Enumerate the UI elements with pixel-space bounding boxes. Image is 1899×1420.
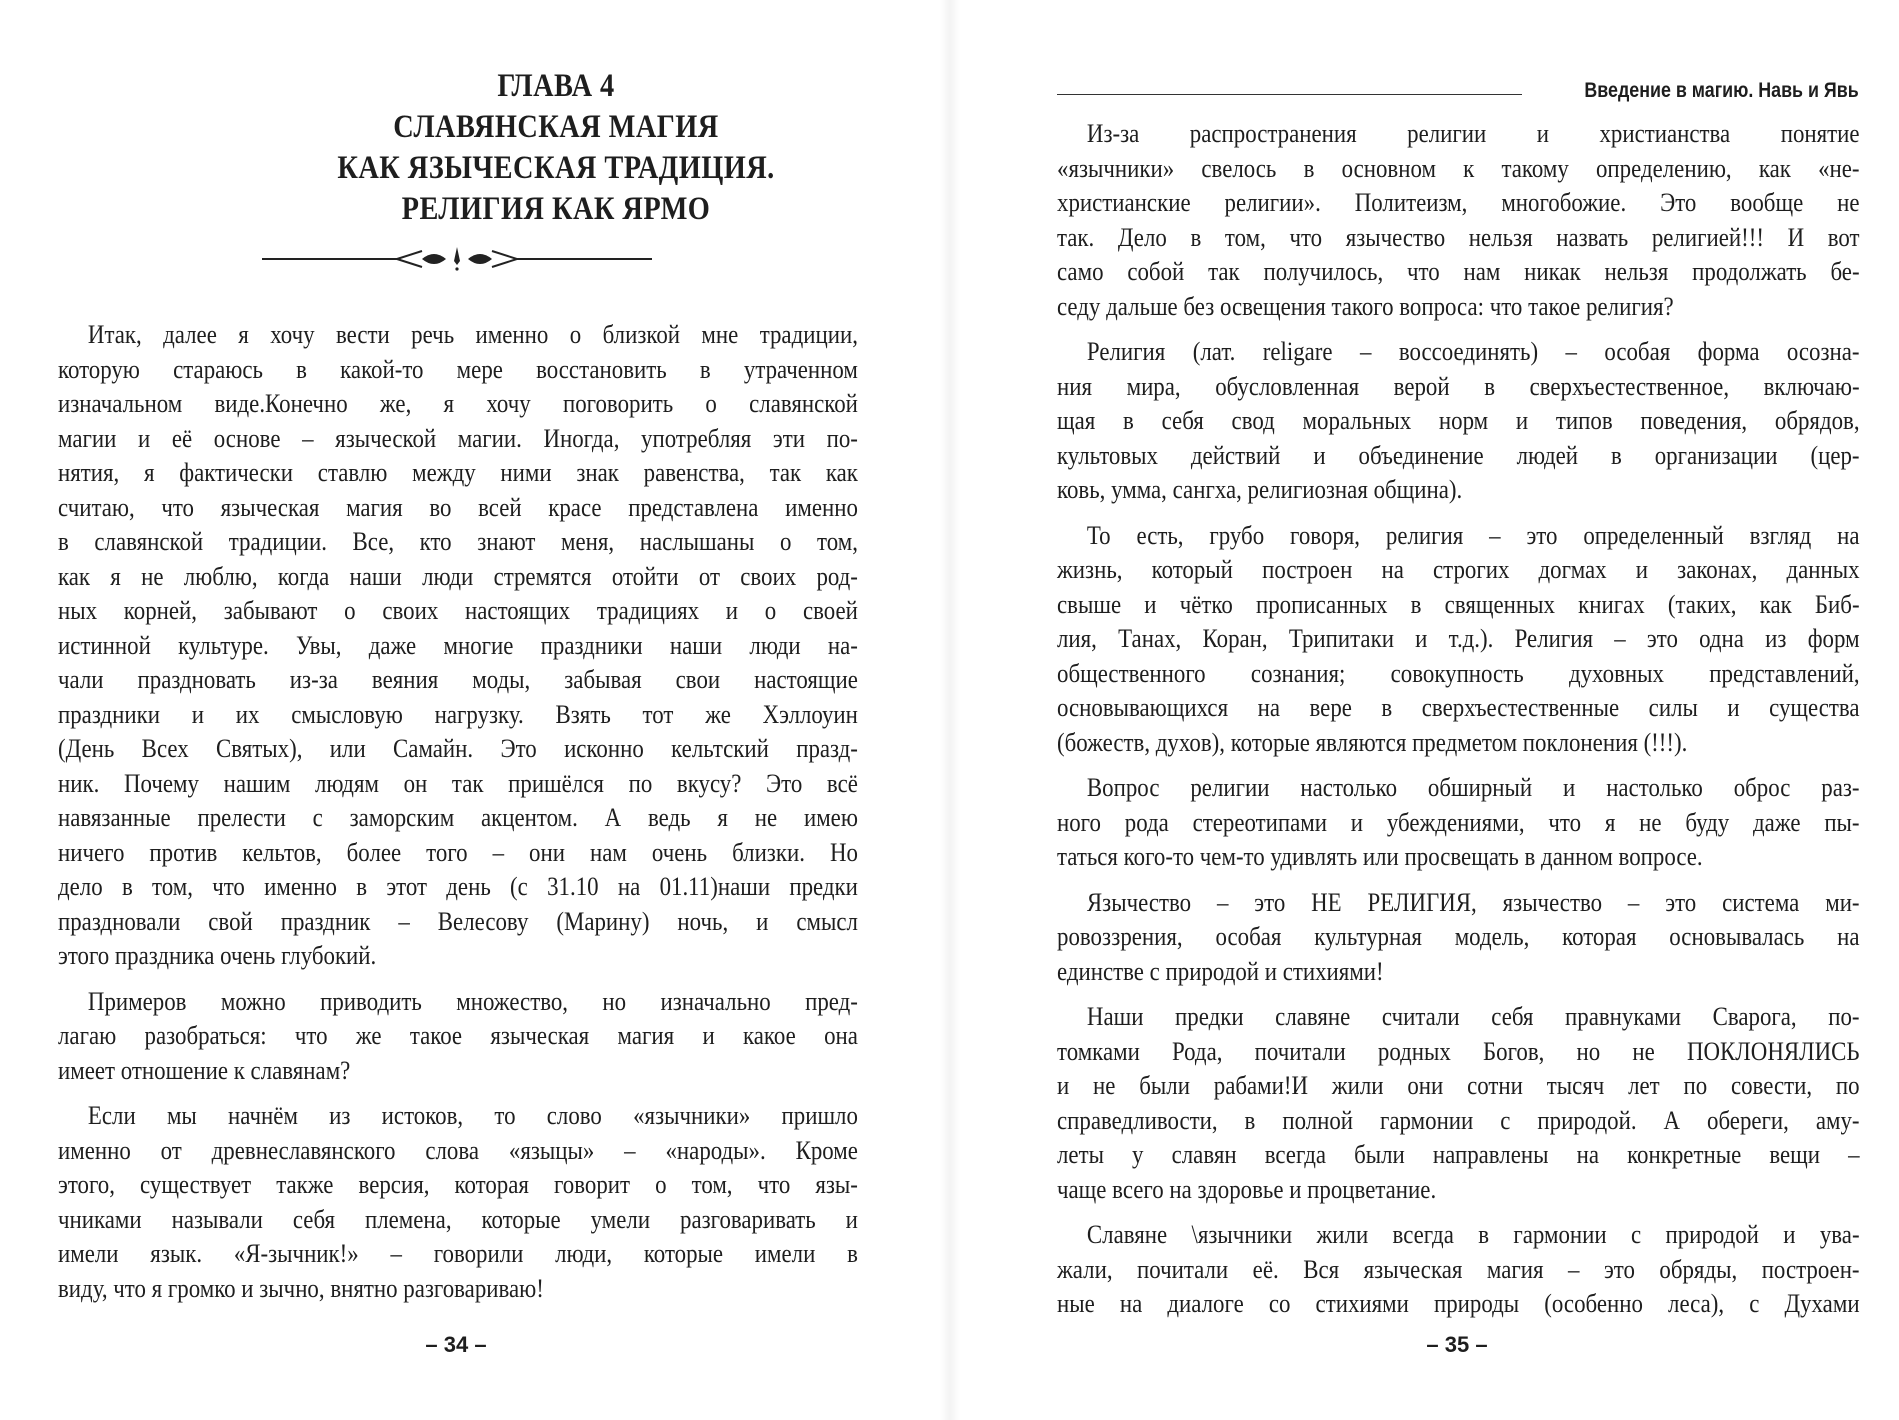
paragraph — [1057, 771, 1860, 875]
text-line: имеет отношение к славянам? — [58, 1055, 351, 1085]
text-line: лагаю разобраться: что же такое языческая магия и какое она — [58, 1021, 858, 1050]
running-header — [1057, 77, 1859, 105]
paragraph — [58, 1099, 858, 1306]
text-line: ковь, умма, сангха, религиозная община). — [1057, 475, 1463, 504]
text-line: и не были рабами!И жили они сотни тысяч лет по совести, по — [1057, 1071, 1860, 1100]
text-line: чниками называли себя племена, которые умели разговаривать и — [58, 1204, 858, 1234]
text-line: виду, что я громко и зычно, внятно разговариваю! — [58, 1273, 544, 1303]
text-line: Славяне \язычники жили всегда в гармонии с природой и ува- — [1086, 1220, 1860, 1249]
text-line: считаю, что языческая магия во всей красе представлена именно — [58, 492, 858, 522]
chapter-title-line: КАК ЯЗЫЧЕСКАЯ ТРАДИЦИЯ. — [337, 150, 775, 186]
text-line: Религия (лат. religare – воссоединять) – особая форма осозна- — [1086, 337, 1860, 366]
text-line: ные на диалоге со стихиями природы (особенно леса), с Духами — [1057, 1289, 1860, 1318]
paragraph — [1057, 1000, 1860, 1207]
right-page-body — [1057, 117, 1860, 1333]
text-line: культовых действий и объединение людей в организации (цер- — [1057, 440, 1860, 470]
text-line: Язычество – это НЕ РЕЛИГИЯ, язычество – это система ми- — [1086, 887, 1860, 917]
text-line: жизнь, который построен на строгих догмах и законах, данных — [1057, 555, 1860, 584]
text-line: жали, почитали её. Вся языческая магия – это обряды, построен- — [1057, 1254, 1860, 1284]
text-line: чали праздновать из-за веяния моды, забывая свои настоящие — [58, 665, 858, 694]
header-rule — [1057, 94, 1522, 95]
text-line: томками Рода, почитали родных Богов, но не ПОКЛОНЯЛИСЬ — [1057, 1036, 1860, 1066]
paragraph — [58, 985, 858, 1089]
chapter-title — [156, 66, 956, 230]
text-line: праздники и их смысловую нагрузку. Взять тот же Хэллоуин — [58, 699, 858, 729]
text-line: Примеров можно приводить множество, но изначально пред- — [87, 986, 858, 1016]
text-line: ных корней, забывают о своих настоящих традициях и о своей — [58, 596, 858, 625]
text-line: навязанные прелести с заморским акцентом. А ведь я не имею — [58, 803, 858, 832]
text-line: христианские религии». Политеизм, многобожие. Это вообще не — [1057, 188, 1860, 217]
text-line: справедливости, в полной гармонии с природой. А обереги, аму- — [1057, 1105, 1860, 1135]
text-line: Итак, далее я хочу вести речь именно о близкой мне традиции, — [87, 320, 858, 349]
text-line: единстве с природой и стихиями! — [1057, 956, 1384, 986]
paragraph — [1057, 335, 1860, 508]
text-line: которую стараюсь в какой-то мере восстановить в утраченном — [58, 354, 858, 384]
text-line: так. Дело в том, что язычество нельзя назвать религией!!! И вот — [1057, 222, 1860, 252]
text-line: (божеств, духов), которые являются предметом поклонения (!!!). — [1057, 727, 1688, 757]
text-line: чаще всего на здоровье и процветание. — [1057, 1174, 1437, 1204]
text-line: праздновали свой праздник – Велесову (Марину) ночь, и смысл — [58, 906, 858, 936]
text-line: ровоззрения, особая культурная модель, которая основывалась на — [1057, 922, 1860, 951]
text-line: общественного сознания; совокупность духовных представлений, — [1057, 658, 1860, 688]
text-line: дело в том, что именно в этот день (с 31.10 на 01.11)наши предки — [58, 872, 858, 901]
text-line: этого праздника очень глубокий. — [58, 941, 377, 970]
page-number-left: – 34 – — [425, 1332, 487, 1357]
page-number-right: – 35 – — [1426, 1332, 1488, 1357]
text-line: ничего против кельтов, более того – они нам очень близки. Но — [58, 837, 858, 867]
text-line: в славянской традиции. Все, кто знают меня, наслышаны о том, — [58, 527, 858, 556]
text-line: нятия, я фактически ставлю между ними знак равенства, так как — [58, 458, 858, 487]
text-line: само собой так получилось, что нам никак нельзя продолжать бе- — [1057, 257, 1860, 286]
text-line: изначальном виде.Конечно же, я хочу поговорить о славянской — [58, 389, 858, 418]
text-line: «язычники» свелось в основном к такому определению, как «не- — [1057, 153, 1860, 183]
chapter-title-line: ГЛАВА 4 — [497, 68, 615, 104]
text-line: щая в себя свод моральных норм и типов поведения, обрядов, — [1057, 406, 1860, 435]
text-line: ного рода стереотипами и убеждениями, что я не буду даже пы- — [1057, 807, 1860, 837]
text-line: имели язык. «Я-зычник!» – говорили люди, которые имели в — [58, 1239, 858, 1268]
text-line: ния мира, обусловленная верой в сверхъестественное, включаю- — [1057, 371, 1860, 401]
text-line: лия, Танах, Коран, Трипитаки и т.д.). Религия – это одна из форм — [1057, 624, 1860, 653]
text-line: Если мы начнём из истоков, то слово «язычники» пришло — [87, 1101, 858, 1130]
text-line: Наши предки славяне считали себя правнуками Сварога, по- — [1086, 1002, 1860, 1031]
text-line: свыше и чётко прописанных в священных книгах (таких, как Биб- — [1057, 589, 1860, 619]
paragraph — [1057, 1218, 1860, 1322]
paragraph — [1057, 886, 1860, 990]
left-page-body — [58, 318, 858, 1317]
running-header-text: Введение в магию. Навь и Явь — [1584, 79, 1859, 102]
text-line: истинной культуре. Увы, даже многие праздники наши люди на- — [58, 630, 858, 660]
text-line: То есть, грубо говоря, религия – это определенный взгляд на — [1086, 520, 1860, 550]
text-line: как я не люблю, когда наши люди стремятся отойти от своих род- — [58, 561, 858, 591]
text-line: основывающихся на вере в сверхъестественные силы и существа — [1057, 693, 1860, 722]
floral-divider-icon — [262, 247, 652, 271]
paragraph — [1057, 519, 1860, 761]
text-line: ник. Почему нашим людям он так пришёлся по вкусу? Это всё — [58, 768, 858, 798]
text-line: таться кого-то чем-то удивлять или просвещать в данном вопросе. — [1057, 842, 1703, 871]
chapter-title-line: СЛАВЯНСКАЯ МАГИЯ — [393, 109, 719, 145]
text-line: Из-за распространения религии и христианства понятие — [1086, 119, 1860, 148]
text-line: седу дальше без освещения такого вопроса: что такое религия? — [1057, 291, 1674, 321]
paragraph — [1057, 117, 1860, 324]
paragraph — [58, 318, 858, 974]
text-line: Вопрос религии настолько обширный и настолько оброс раз- — [1086, 773, 1860, 802]
text-line: этого, существует также версия, которая говорит о том, что язы- — [58, 1170, 858, 1199]
chapter-title-line: РЕЛИГИЯ КАК ЯРМО — [401, 191, 711, 227]
text-line: магии и её основе – языческой магии. Иногда, употребляя эти по- — [58, 423, 858, 453]
text-line: леты у славян всегда были направлены на конкретные вещи – — [1057, 1140, 1860, 1169]
text-line: (День Всех Святых), или Самайн. Это исконно кельтский празд- — [58, 734, 858, 763]
text-line: именно от древнеславянского слова «языцы» – «народы». Кроме — [58, 1135, 858, 1165]
